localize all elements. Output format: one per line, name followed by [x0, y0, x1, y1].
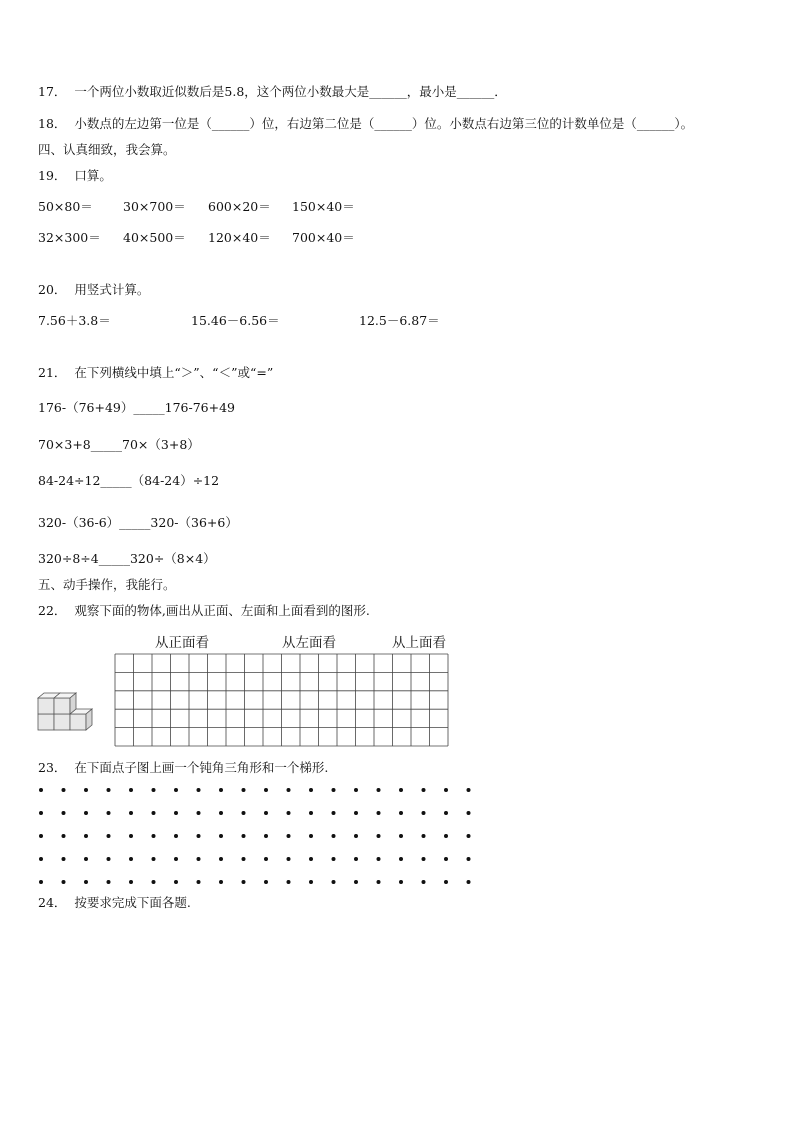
section-heading-4: 四、认真细致，我会算。: [38, 142, 176, 157]
dot: [354, 788, 358, 792]
dot: [467, 811, 471, 815]
dot: [377, 811, 381, 815]
dot: [444, 788, 448, 792]
oral-calc-item: 700×40＝: [292, 230, 355, 245]
dot: [197, 880, 201, 884]
dot: [332, 811, 336, 815]
question-20: [38, 282, 149, 298]
oral-calc-item: 600×20＝: [208, 199, 271, 214]
dot: [174, 857, 178, 861]
dot: [444, 811, 448, 815]
oral-calc-item: 120×40＝: [208, 230, 271, 245]
dot: [219, 834, 223, 838]
view-label-left: 从左面看: [282, 635, 336, 651]
dot: [107, 788, 111, 792]
dot: [309, 811, 313, 815]
question-number: 24．: [38, 895, 67, 910]
dot: [377, 880, 381, 884]
dot: [39, 811, 43, 815]
dot: [264, 788, 268, 792]
oral-calc-item: 30×700＝: [123, 199, 186, 214]
dot: [39, 834, 43, 838]
dot: [399, 788, 403, 792]
question-text: 观察下面的物体,画出从正面、左面和上面看到的图形.: [74, 603, 370, 618]
dot: [152, 857, 156, 861]
dot: [219, 811, 223, 815]
dot: [152, 834, 156, 838]
vertical-calc-item: 7.56＋3.8＝: [38, 313, 111, 328]
dot: [62, 811, 66, 815]
question-text: 在下列横线中填上“＞”、“＜”或“=”: [74, 365, 274, 380]
dot: [354, 880, 358, 884]
dot: [354, 834, 358, 838]
question-text: 用竖式计算。: [74, 282, 150, 297]
dot: [107, 857, 111, 861]
section-heading-5: 五、动手操作，我能行。: [38, 577, 176, 592]
dot: [197, 834, 201, 838]
dot: [264, 880, 268, 884]
dot: [39, 880, 43, 884]
question-18: [38, 116, 693, 132]
dot: [107, 834, 111, 838]
question-text: 在下面点子图上画一个钝角三角形和一个梯形.: [74, 760, 329, 775]
question-text: 小数点的左边第一位是（______）位，右边第二位是（______）位。小数点右边第三位的计数单位是（______）。: [74, 116, 694, 131]
question-17: [38, 84, 507, 100]
compare-item: 176-（76+49）_____176-76+49: [38, 400, 235, 415]
dot: [242, 811, 246, 815]
dot: [287, 880, 291, 884]
oral-calc-item: 50×80＝: [38, 199, 93, 214]
dot: [197, 857, 201, 861]
question-number: 20．: [38, 282, 67, 297]
dot: [287, 788, 291, 792]
dot: [152, 880, 156, 884]
dot: [242, 880, 246, 884]
dot: [467, 788, 471, 792]
dot: [62, 834, 66, 838]
dot: [242, 834, 246, 838]
dot: [444, 880, 448, 884]
dot: [84, 857, 88, 861]
dot: [39, 857, 43, 861]
dot: [422, 811, 426, 815]
dot: [62, 880, 66, 884]
oral-calc-item: 150×40＝: [292, 199, 355, 214]
question-number: 18．: [38, 116, 67, 131]
dot: [467, 857, 471, 861]
question-number: 21．: [38, 365, 67, 380]
compare-item: 320-（36-6）_____320-（36+6）: [38, 515, 238, 530]
dot: [467, 880, 471, 884]
question-22: [38, 603, 370, 619]
dot: [377, 834, 381, 838]
dot: [129, 857, 133, 861]
dot: [129, 788, 133, 792]
dot: [219, 788, 223, 792]
dot: [197, 811, 201, 815]
dot: [62, 857, 66, 861]
dot: [377, 857, 381, 861]
dot: [309, 834, 313, 838]
dot: [399, 811, 403, 815]
dot: [197, 788, 201, 792]
question-21: [38, 365, 273, 381]
dot: [174, 834, 178, 838]
dot-paper[interactable]: [38, 787, 494, 885]
dot: [264, 857, 268, 861]
question-number: 17．: [38, 84, 67, 99]
dot: [84, 834, 88, 838]
dot: [377, 788, 381, 792]
dot: [107, 811, 111, 815]
dot: [444, 857, 448, 861]
oral-calc-item: 32×300＝: [38, 230, 101, 245]
dot: [174, 788, 178, 792]
view-label-front: 从正面看: [155, 635, 209, 651]
drawing-grid[interactable]: [115, 654, 449, 747]
dot: [107, 880, 111, 884]
dot: [219, 857, 223, 861]
dot: [309, 857, 313, 861]
dot: [39, 788, 43, 792]
dot: [129, 811, 133, 815]
question-19: [38, 168, 112, 184]
question-24: [38, 895, 191, 911]
dot: [84, 788, 88, 792]
question-number: 23．: [38, 760, 67, 775]
dot: [219, 880, 223, 884]
dot: [354, 857, 358, 861]
dot: [152, 788, 156, 792]
dot: [399, 880, 403, 884]
dot: [129, 834, 133, 838]
question-text: 口算。: [74, 168, 112, 183]
dot: [287, 834, 291, 838]
dot: [422, 788, 426, 792]
cube-stack-drawing: [36, 690, 96, 736]
view-label-top: 从上面看: [392, 635, 446, 651]
dot: [422, 857, 426, 861]
vertical-calc-item: 15.46－6.56＝: [191, 313, 280, 328]
dot: [129, 880, 133, 884]
dot: [309, 880, 313, 884]
question-text: 一个两位小数取近似数后是5.8，这个两位小数最大是______，最小是______．: [74, 84, 507, 99]
dot: [332, 857, 336, 861]
dot: [174, 880, 178, 884]
question-text: 按要求完成下面各题.: [74, 895, 191, 910]
question-number: 19．: [38, 168, 67, 183]
dot: [467, 834, 471, 838]
question-number: 22．: [38, 603, 67, 618]
dot: [287, 811, 291, 815]
dot: [422, 880, 426, 884]
dot: [264, 834, 268, 838]
dot: [332, 834, 336, 838]
dot: [309, 788, 313, 792]
oral-calc-item: 40×500＝: [123, 230, 186, 245]
compare-item: 70×3+8_____70×（3+8）: [38, 437, 200, 452]
dot: [422, 834, 426, 838]
compare-item: 84-24÷12_____（84-24）÷12: [38, 473, 220, 488]
dot: [332, 788, 336, 792]
dot: [399, 857, 403, 861]
dot: [287, 857, 291, 861]
dot: [242, 857, 246, 861]
dot: [332, 880, 336, 884]
dot: [399, 834, 403, 838]
dot: [84, 880, 88, 884]
dot: [152, 811, 156, 815]
compare-item: 320÷8÷4_____320÷（8×4）: [38, 551, 216, 566]
dot: [62, 788, 66, 792]
dot: [264, 811, 268, 815]
dot: [354, 811, 358, 815]
dot: [84, 811, 88, 815]
dot: [174, 811, 178, 815]
vertical-calc-item: 12.5－6.87＝: [359, 313, 440, 328]
dot: [444, 834, 448, 838]
dot: [242, 788, 246, 792]
question-23: [38, 760, 328, 776]
